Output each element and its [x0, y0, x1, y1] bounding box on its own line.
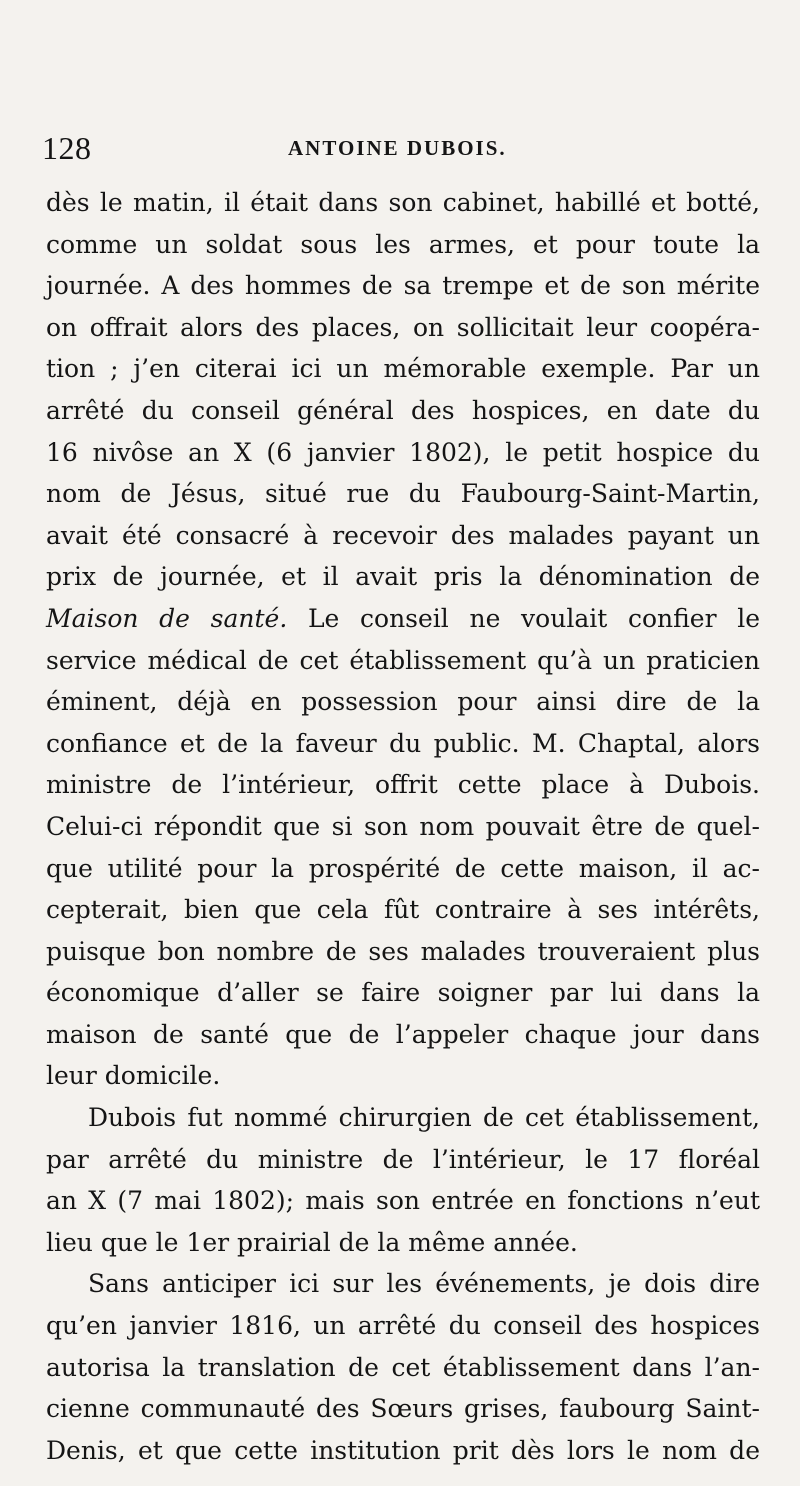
text-fragment: Le conseil ne voulait confier le [287, 603, 760, 633]
text-line: par arrêté du ministre de l’intérieur, le 17 floréal [46, 1144, 760, 1174]
text-line: confiance et de la faveur du public. M. Chaptal, alors [46, 728, 760, 758]
paragraph-start-line: Dubois fut nommé chirurgien de cet établissement, [88, 1103, 760, 1133]
text-line: avait été consacré à recevoir des malades payant un [46, 520, 760, 550]
page-number: 128 [42, 130, 92, 166]
text-line: puisque bon nombre de ses malades trouveraient plus [46, 936, 760, 966]
text-line: journée. A des hommes de sa trempe et de son mérite [46, 271, 760, 301]
text-line: ministre de l’intérieur, offrit cette place à Dubois. [46, 770, 760, 800]
body-text [46, 182, 760, 1471]
text-line: qu’en janvier 1816, un arrêté du conseil des hospices [46, 1311, 760, 1341]
text-line: cienne communauté des Sœurs grises, faubourg Saint- [46, 1394, 760, 1424]
text-line: service médical de cet établissement qu’à un praticien [46, 645, 760, 675]
text-line: prix de journée, et il avait pris la dénomination de [46, 562, 760, 592]
text-line: 16 nivôse an X (6 janvier 1802), le petit hospice du [46, 437, 760, 467]
text-line: économique d’aller se faire soigner par lui dans la [46, 978, 760, 1008]
text-line: maison de santé que de l’appeler chaque jour dans [46, 1019, 760, 1049]
text-line: tion ; j’en citerai ici un mémorable exemple. Par un [46, 354, 760, 384]
text-line: que utilité pour la prospérité de cette maison, il ac- [46, 853, 760, 883]
text-line: comme un soldat sous les armes, et pour toute la [46, 229, 760, 259]
text-line: éminent, déjà en possession pour ainsi dire de la [46, 687, 760, 717]
text-line: dès le matin, il était dans son cabinet, habillé et botté, [46, 188, 760, 217]
text-line: cepterait, bien que cela fût contraire à ses intérêts, [46, 895, 760, 925]
text-line: leur domicile. [46, 1061, 221, 1091]
paragraph-start-line: Sans anticiper ici sur les événements, je dois dire [88, 1269, 760, 1299]
text-line: lieu que le 1er prairial de la même année. [46, 1227, 578, 1257]
italic-term: Maison de santé. [46, 603, 288, 633]
text-line-with-italic [46, 598, 760, 640]
running-head: ANTOINE DUBOIS. [288, 136, 507, 160]
text-line: nom de Jésus, situé rue du Faubourg-Saint-Martin, [46, 479, 760, 509]
text-line: Celui-ci répondit que si son nom pouvait être de quel- [46, 811, 760, 841]
page-header [42, 130, 762, 170]
text-line: Denis, et que cette institution prit dès lors le nom de [46, 1435, 760, 1465]
text-line: an X (7 mai 1802); mais son entrée en fonctions n’eut [46, 1186, 760, 1216]
text-line: autorisa la translation de cet établissement dans l’an- [46, 1352, 760, 1382]
text-line: on offrait alors des places, on sollicitait leur coopéra- [46, 312, 760, 342]
text-line: arrêté du conseil général des hospices, en date du [46, 395, 760, 425]
